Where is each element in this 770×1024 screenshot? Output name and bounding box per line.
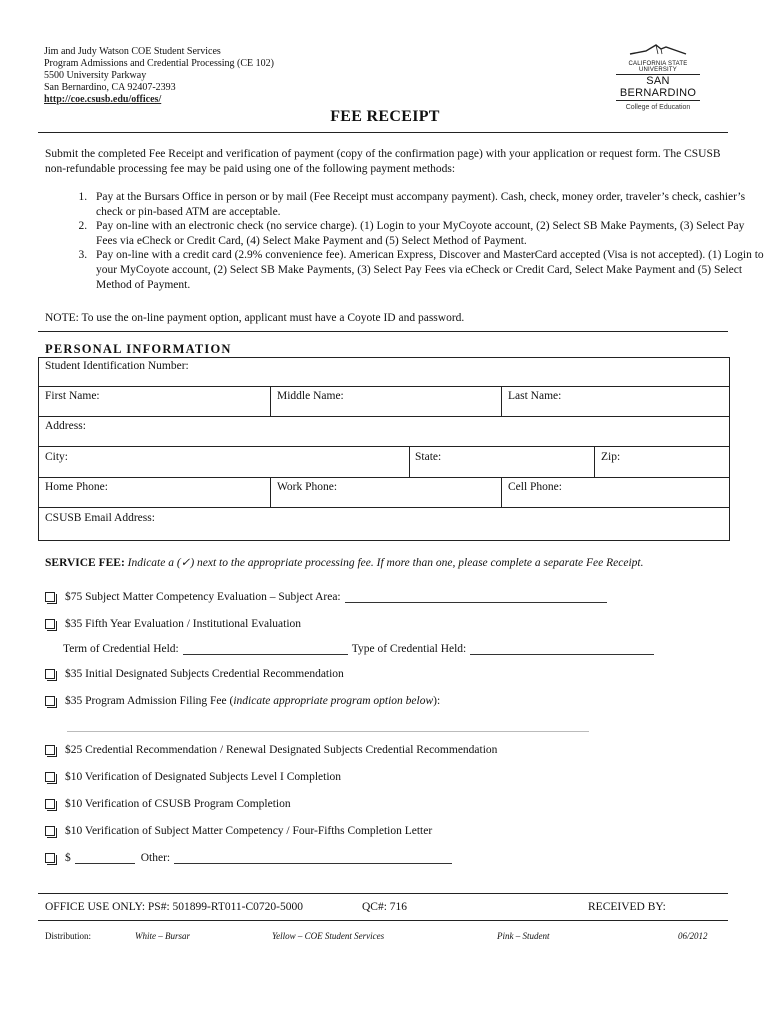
checkbox-icon[interactable] — [45, 826, 55, 836]
checkbox-icon[interactable] — [45, 853, 55, 863]
term-line[interactable] — [183, 644, 348, 655]
logo-line-campus: SAN BERNARDINO — [619, 75, 697, 99]
logo-line-college: College of Education — [625, 104, 691, 111]
fee-option-35-initial — [45, 668, 344, 680]
fee-option-25-credential — [45, 744, 497, 756]
fee-option-75-subject-matter — [45, 591, 607, 603]
first-name-field[interactable]: First Name: — [45, 390, 100, 402]
distribution-label: Distribution: — [45, 931, 92, 941]
office-divider-top — [38, 893, 728, 894]
payment-method-item: 1. Pay at the Bursars Office in person or by mail (Fee Receipt must accompany payment). Cash, check, money order, traveler’s check, cashier’s check or pin-based ATM are acceptable. — [90, 190, 765, 219]
office-use-label: OFFICE USE ONLY: PS#: 501899-RT011-C0720-5000 — [45, 901, 303, 913]
other-amount-line[interactable] — [75, 853, 135, 864]
fee-option-label: $35 Initial Designated Subjects Credential Recommendation — [65, 668, 344, 680]
state-field[interactable]: State: — [415, 451, 442, 463]
received-by-label: RECEIVED BY: — [588, 901, 666, 913]
fee-option-label: $25 Credential Recommendation / Renewal Designated Subjects Credential Recommendation — [65, 744, 498, 756]
service-fee-instruction — [45, 555, 643, 569]
cell-phone-field[interactable]: Cell Phone: — [508, 481, 562, 493]
page-title: FEE RECEIPT — [330, 108, 440, 125]
csusb-logo — [610, 42, 706, 111]
fee-option-label: $75 Subject Matter Competency Evaluation – Subject Area: — [65, 591, 341, 603]
payment-method-item: 2. Pay on-line with an electronic check (no service charge). (1) Login to your MyCoyote account, (2) Select SB Make Payments, (3) Select Pay Fees via eCheck or Credit Card, (4) Select Make Payment and (5) Select Method of Payment. — [90, 219, 765, 248]
fee-option-10-subject — [45, 825, 432, 837]
fee-option-label: $35 Fifth Year Evaluation / Institutional Evaluation — [65, 618, 302, 630]
email-field[interactable]: CSUSB Email Address: — [45, 512, 155, 524]
type-line[interactable] — [470, 644, 654, 655]
fee-option-other — [45, 852, 452, 864]
distribution-pink: Pink – Student — [497, 931, 550, 941]
personal-info-table — [38, 357, 730, 541]
checkbox-icon[interactable] — [45, 619, 55, 629]
qc-number: QC#: 716 — [362, 901, 408, 913]
checkbox-icon[interactable] — [45, 799, 55, 809]
payment-method-item: 3. Pay on-line with a credit card (2.9% convenience fee). American Express, Discover and MasterCard accepted (Visa is not accepted). (1) Login to your MyCoyote account, (2) Select SB Make Payments, (3) Select Pay Fees via eCheck or Credit Card, Select Make Payment and (5) Select Method of Payment. — [90, 248, 765, 292]
middle-name-field[interactable]: Middle Name: — [277, 390, 344, 402]
city-field[interactable]: City: — [45, 451, 69, 463]
fee-option-35-program — [45, 695, 440, 707]
zip-field[interactable]: Zip: — [601, 451, 621, 463]
fee-option-label-suffix: ): — [433, 695, 441, 707]
title-divider — [38, 132, 728, 133]
distribution-yellow: Yellow – COE Student Services — [272, 931, 385, 941]
credential-held-row — [63, 643, 654, 655]
fee-option-label-italic: indicate appropriate program option below — [233, 695, 434, 707]
other-dollar-label: $ — [65, 852, 71, 864]
office-divider-bottom — [38, 920, 728, 921]
fee-option-label: $10 Verification of CSUSB Program Completion — [65, 798, 291, 810]
checkbox-icon[interactable] — [45, 745, 55, 755]
fee-option-10-program — [45, 798, 291, 810]
other-description-line[interactable] — [174, 853, 452, 864]
note-divider — [38, 331, 728, 332]
form-revision-date: 06/2012 — [678, 931, 708, 941]
service-fee-text: Indicate a (✓) next to the appropriate processing fee. If more than one, please complete a separate Fee Receipt. — [127, 557, 644, 569]
personal-info-heading: PERSONAL INFORMATION — [45, 342, 232, 356]
distribution-white: White – Bursar — [135, 931, 190, 941]
work-phone-field[interactable]: Work Phone: — [277, 481, 338, 493]
term-label: Term of Credential Held: — [63, 643, 179, 655]
office-address — [44, 46, 274, 106]
mountain-logo-icon — [628, 43, 688, 55]
logo-line-university: CALIFORNIA STATE UNIVERSITY — [628, 61, 688, 73]
address-line: 5500 University Parkway — [44, 70, 147, 81]
online-payment-note: NOTE: To use the on-line payment option, applicant must have a Coyote ID and password. — [45, 312, 465, 324]
program-option-line[interactable] — [67, 731, 589, 732]
checkbox-icon[interactable] — [45, 696, 55, 706]
fee-option-label: $10 Verification of Designated Subjects Level I Completion — [65, 771, 342, 783]
subject-area-line[interactable] — [345, 592, 607, 603]
service-fee-label: SERVICE FEE: — [45, 557, 125, 569]
fee-option-10-level-one — [45, 771, 341, 783]
fee-option-label-prefix: $35 Program Admission Filing Fee ( — [65, 695, 234, 707]
checkbox-icon[interactable] — [45, 772, 55, 782]
checkbox-icon[interactable] — [45, 592, 55, 602]
address-field[interactable]: Address: — [45, 420, 86, 432]
checkbox-icon[interactable] — [45, 669, 55, 679]
student-id-field[interactable]: Student Identification Number: — [45, 360, 189, 372]
fee-option-35-fifth-year — [45, 618, 301, 630]
other-label: Other: — [140, 852, 171, 864]
type-label: Type of Credential Held: — [351, 643, 467, 655]
address-line: San Bernardino, CA 92407-2393 — [44, 82, 176, 93]
office-url-link[interactable]: http://coe.csusb.edu/offices/ — [44, 94, 162, 105]
address-line: Program Admissions and Credential Processing (CE 102) — [44, 58, 274, 69]
home-phone-field[interactable]: Home Phone: — [45, 481, 108, 493]
last-name-field[interactable]: Last Name: — [508, 390, 562, 402]
fee-option-label: $10 Verification of Subject Matter Competency / Four-Fifths Completion Letter — [65, 825, 433, 837]
payment-methods-list — [45, 190, 765, 292]
address-line: Jim and Judy Watson COE Student Services — [44, 46, 221, 57]
intro-paragraph: Submit the completed Fee Receipt and verification of payment (copy of the confirmation page) with your application or request form. The CSUSB non-refundable processing fee may be paid using one of the following payment methods: — [45, 148, 721, 175]
